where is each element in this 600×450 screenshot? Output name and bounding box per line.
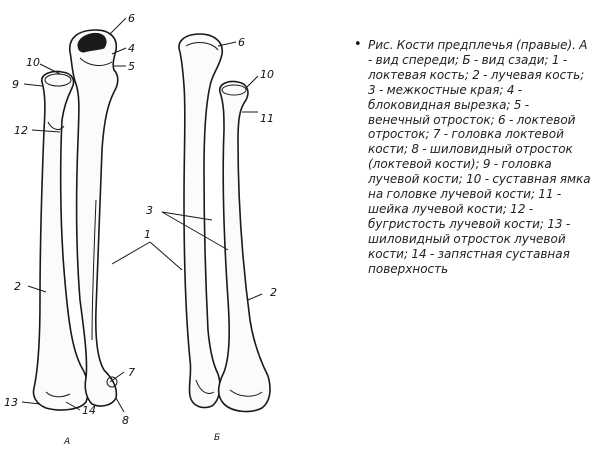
label-b-11: 11 <box>260 112 274 125</box>
radius-bone-b <box>219 81 270 411</box>
label-a-2: 2 <box>14 280 21 293</box>
label-a-8: 8 <box>122 414 129 427</box>
caption-list <box>352 38 592 277</box>
label-b-2: 2 <box>270 286 277 299</box>
shared-labels <box>112 204 228 270</box>
label-a-14: 14 <box>82 404 96 417</box>
label-a-5: 5 <box>128 60 135 73</box>
ulna-bone-a <box>70 30 118 406</box>
label-a-12: 12 <box>14 124 28 137</box>
label-a-6: 6 <box>128 12 135 25</box>
label-b-6: 6 <box>238 36 245 49</box>
label-a-10: 10 <box>26 56 40 69</box>
ulna-bone-b <box>179 34 222 408</box>
caption-text: • Рис. Кости предплечья (правые). А - вид спереди; Б - вид сзади; 1 - локтевая кость; 2 - лучевая кость; 3 - межкостные края; 4 - блоковидная вырезка; 5 - венечный отросток; 6 - локтевой отросток; 7 - головка локтевой кости; 8 - шиловидный отросток (локтевой кости); 9 - головка лучевой кости; 10 - суставная ямка на головке лучевой кости; 11 - шейка лучевой кости; 12 - бугристость лучевой кости; 13 - шиловидный отросток лучевой кости; 14 - запястная суставная поверхность <box>368 38 592 277</box>
label-a-4: 4 <box>128 42 135 55</box>
label-a-7: 7 <box>128 366 135 379</box>
label-3: 3 <box>146 204 153 217</box>
view-a-letter: А <box>64 437 71 447</box>
figure-caption <box>352 38 592 277</box>
view-b-letter: Б <box>214 433 221 443</box>
view-a <box>4 12 135 447</box>
label-a-13: 13 <box>4 396 18 409</box>
view-b <box>179 34 277 443</box>
label-1: 1 <box>144 228 151 241</box>
label-a-9: 9 <box>12 78 19 91</box>
label-b-10: 10 <box>260 68 274 81</box>
